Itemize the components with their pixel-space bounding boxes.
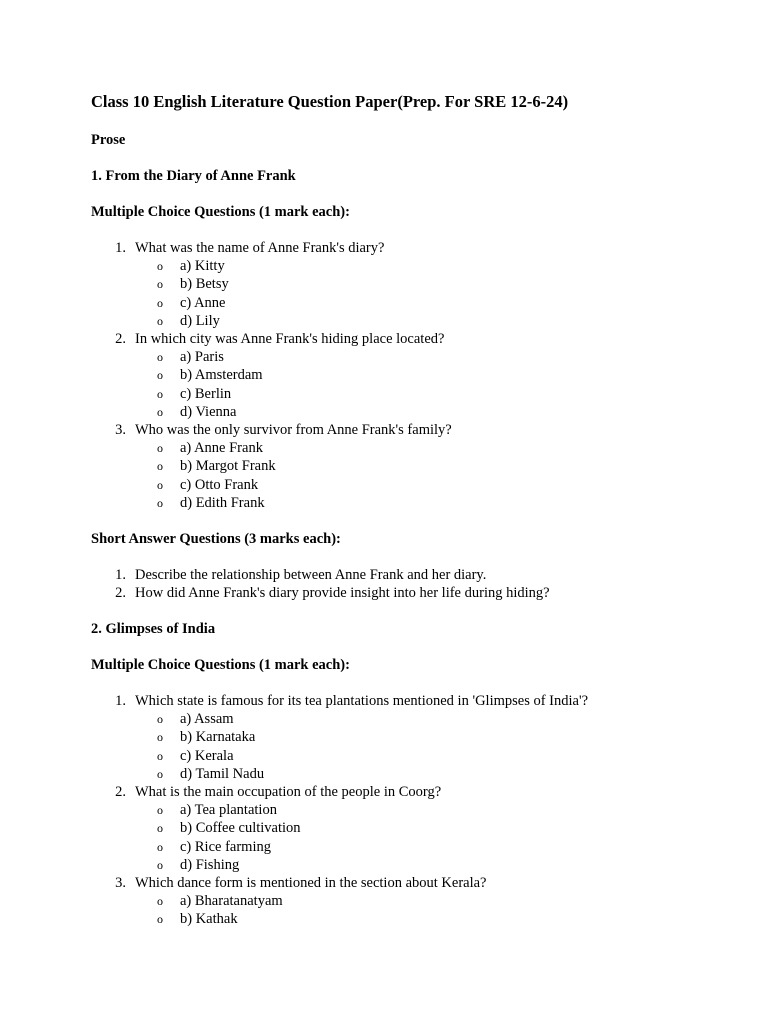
bullet-icon: o bbox=[157, 277, 163, 292]
bullet-icon: o bbox=[157, 295, 163, 310]
question-number: 1. bbox=[115, 566, 126, 583]
bullet-icon: o bbox=[157, 259, 163, 274]
bullet-icon: o bbox=[157, 839, 163, 854]
answer-option: a) Bharatanatyam bbox=[180, 893, 283, 910]
answer-option: d) Tamil Nadu bbox=[180, 765, 265, 782]
answer-option: a) Kitty bbox=[180, 258, 225, 275]
question-text: Which dance form is mentioned in the section about Kerala? bbox=[135, 875, 487, 891]
bullet-icon: o bbox=[157, 477, 163, 492]
question-number: 2. bbox=[115, 585, 126, 601]
bullet-icon: o bbox=[157, 404, 163, 419]
bullet-icon: o bbox=[157, 912, 163, 927]
answer-option: d) Edith Frank bbox=[180, 494, 265, 511]
question-text: What is the main occupation of the people in Coorg? bbox=[135, 784, 442, 800]
question-number: 3. bbox=[115, 422, 126, 438]
question-text: Which state is famous for its tea plantations mentioned in 'Glimpses of India'? bbox=[135, 693, 589, 709]
answer-option: c) Otto Frank bbox=[180, 476, 259, 493]
answer-option: c) Rice farming bbox=[180, 838, 271, 855]
answer-option: b) Coffee cultivation bbox=[180, 820, 301, 837]
bullet-icon: o bbox=[157, 821, 163, 836]
answer-option: a) Tea plantation bbox=[180, 802, 277, 819]
bullet-icon: o bbox=[157, 313, 163, 328]
answer-option: c) Anne bbox=[180, 294, 226, 311]
answer-option: b) Kathak bbox=[180, 911, 238, 928]
question-text: Describe the relationship between Anne Frank and her diary. bbox=[135, 566, 487, 583]
bullet-icon: o bbox=[157, 730, 163, 745]
bullet-icon: o bbox=[157, 748, 163, 763]
saq-heading: Short Answer Questions (3 marks each): bbox=[91, 530, 341, 547]
question-text: Who was the only survivor from Anne Frank's family? bbox=[135, 422, 452, 438]
answer-option: b) Karnataka bbox=[180, 729, 256, 746]
question-number: 2. bbox=[115, 331, 126, 347]
answer-option: a) Assam bbox=[180, 711, 234, 728]
chapter-heading: 1. From the Diary of Anne Frank bbox=[91, 168, 296, 184]
bullet-icon: o bbox=[157, 350, 163, 365]
answer-option: d) Lily bbox=[180, 312, 220, 329]
chapter-heading: 2. Glimpses of India bbox=[91, 621, 216, 637]
question-text: In which city was Anne Frank's hiding place located? bbox=[135, 331, 445, 347]
question-number: 3. bbox=[115, 875, 126, 891]
bullet-icon: o bbox=[157, 803, 163, 818]
bullet-icon: o bbox=[157, 857, 163, 872]
mcq-heading: Multiple Choice Questions (1 mark each): bbox=[91, 204, 350, 220]
bullet-icon: o bbox=[157, 894, 163, 909]
question-number: 1. bbox=[115, 240, 126, 256]
bullet-icon: o bbox=[157, 459, 163, 474]
answer-option: a) Paris bbox=[180, 349, 224, 366]
answer-option: b) Betsy bbox=[180, 276, 229, 293]
bullet-icon: o bbox=[157, 368, 163, 383]
bullet-icon: o bbox=[157, 495, 163, 510]
bullet-icon: o bbox=[157, 441, 163, 456]
answer-option: c) Berlin bbox=[180, 385, 232, 402]
section-heading: Prose bbox=[91, 132, 126, 148]
answer-option: c) Kerala bbox=[180, 747, 234, 764]
question-number: 1. bbox=[115, 693, 126, 709]
bullet-icon: o bbox=[157, 386, 163, 401]
document-title: Class 10 English Literature Question Paper(Prep. For SRE 12-6-24) bbox=[91, 92, 569, 111]
bullet-icon: o bbox=[157, 766, 163, 781]
answer-option: a) Anne Frank bbox=[180, 440, 263, 457]
question-text: How did Anne Frank's diary provide insight into her life during hiding? bbox=[135, 585, 550, 601]
answer-option: d) Fishing bbox=[180, 856, 240, 873]
question-text: What was the name of Anne Frank's diary? bbox=[135, 240, 385, 256]
question-number: 2. bbox=[115, 784, 126, 800]
bullet-icon: o bbox=[157, 712, 163, 727]
answer-option: d) Vienna bbox=[180, 403, 237, 420]
mcq-heading: Multiple Choice Questions (1 mark each): bbox=[91, 657, 350, 673]
answer-option: b) Margot Frank bbox=[180, 458, 276, 475]
answer-option: b) Amsterdam bbox=[180, 367, 263, 384]
